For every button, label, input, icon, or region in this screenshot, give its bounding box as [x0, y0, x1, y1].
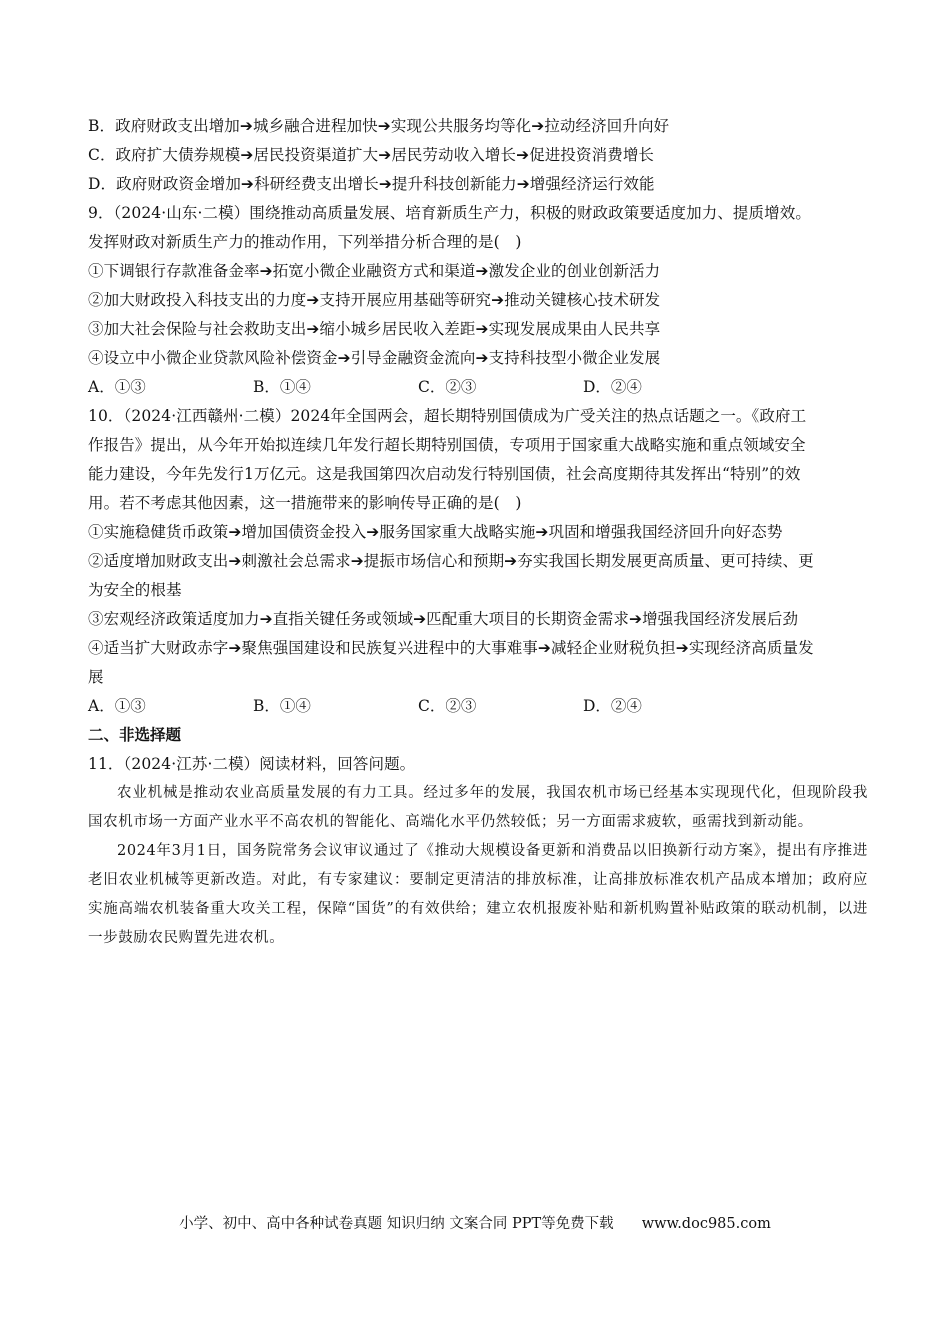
q9-item-2: ②加大财政投入科技支出的力度➔支持开展应用基础等研究➔推动关键核心技术研发: [88, 291, 661, 309]
q10-item-4-line1: ④适当扩大财政赤字➔聚焦强国建设和民族复兴进程中的大事难事➔减轻企业财税负担➔实现经济高质量发: [88, 639, 814, 657]
q9-item-1: ①下调银行存款准备金率➔拓宽小微企业融资方式和渠道➔激发企业的创业创新活力: [88, 262, 661, 280]
q9-stem-line1: 9．（2024·山东·二模）围绕推动高质量发展、培育新质生产力，积极的财政政策要适度加力、提质增效。: [88, 204, 811, 222]
q10-item-2-line1: ②适度增加财政支出➔刺激社会总需求➔提振市场信心和预期➔夯实我国长期发展更高质量、更可持续、更: [88, 552, 814, 570]
q10-choice-a: A．①③: [88, 697, 146, 715]
q10-item-1: ①实施稳健货币政策➔增加国债资金投入➔服务国家重大战略实施➔巩固和增强我国经济回升向好态势: [88, 523, 783, 541]
q9-stem-line2: 发挥财政对新质生产力的推动作用，下列举措分析合理的是( ): [88, 233, 522, 251]
q8-option-d: D．政府财政资金增加➔科研经费支出增长➔提升科技创新能力➔增强经济运行效能: [88, 175, 655, 193]
page-footer: [0, 1212, 950, 1233]
question-10: [88, 402, 868, 721]
q9-item-4: ④设立中小微企业贷款风险补偿资金➔引导金融资金流向➔支持科技型小微企业发展: [88, 349, 661, 367]
q9-choice-b: B．①④: [253, 378, 311, 396]
section-title: 二、非选择题: [88, 726, 182, 744]
q9-choice-c: C．②③: [418, 378, 477, 396]
q11-material-paragraph-1: 农业机械是推动农业高质量发展的有力工具。经过多年的发展，我国农机市场已经基本实现现代化，但现阶段我国农机市场一方面产业水平不高农机的智能化、高端化水平仍然较低；另一方面需求疲软，亟需找到新动能。: [88, 785, 868, 830]
q11-material-paragraph-2: 2024年3月1日，国务院常务会议审议通过了《推动大规模设备更新和消费品以旧换新行动方案》，提出有序推进老旧农业机械等更新改造。对此，有专家建议：要制定更清洁的排放标准，让高排放标准农机产品成本增加；政府应实施高端农机装备重大攻关工程，保障“国货”的有效供给；建立农机报废补贴和新机购置补贴政策的联动机制，以进一步鼓励农民购置先进农机。: [88, 843, 868, 946]
footer-text: 小学、初中、高中各种试卷真题 知识归纳 文案合同 PPT等免费下载: [179, 1216, 614, 1232]
q10-choice-c: C．②③: [418, 697, 477, 715]
q11-stem: 11．（2024·江苏·二模）阅读材料，回答问题。: [88, 755, 416, 773]
q10-stem-line2: 作报告》提出，从今年开始拟连续几年发行超长期特别国债，专项用于国家重大战略实施和重点领域安全: [88, 436, 806, 454]
q10-choice-b: B．①④: [253, 697, 311, 715]
footer-url[interactable]: www.doc985.com: [641, 1216, 771, 1232]
q9-choice-a: A．①③: [88, 378, 146, 396]
q8-option-b: B．政府财政支出增加➔城乡融合进程加快➔实现公共服务均等化➔拉动经济回升向好: [88, 117, 670, 135]
q10-choices: [88, 692, 868, 721]
q10-item-2-line2: 为安全的根基: [88, 581, 182, 599]
q10-stem-line4: 用。若不考虑其他因素，这一措施带来的影响传导正确的是( ): [88, 494, 522, 512]
question-9: [88, 199, 868, 402]
question-11: [88, 750, 868, 953]
q10-stem-line3: 能力建设，今年先发行1万亿元。这是我国第四次启动发行特别国债，社会高度期待其发挥出“特别”的效: [88, 465, 801, 483]
q9-item-3: ③加大社会保险与社会救助支出➔缩小城乡居民收入差距➔实现发展成果由人民共享: [88, 320, 661, 338]
q10-item-4-line2: 展: [88, 668, 104, 686]
page-content: [88, 112, 868, 953]
q9-choices: [88, 373, 868, 402]
q10-choice-d: D．②④: [583, 697, 642, 715]
question-8-options: [88, 112, 868, 199]
q10-item-3: ③宏观经济政策适度加力➔直指关键任务或领域➔匹配重大项目的长期资金需求➔增强我国经济发展后劲: [88, 610, 799, 628]
q10-stem-line1: 10．（2024·江西赣州·二模）2024年全国两会，超长期特别国债成为广受关注的热点话题之一。《政府工: [88, 407, 807, 425]
q8-option-c: C．政府扩大债券规模➔居民投资渠道扩大➔居民劳动收入增长➔促进投资消费增长: [88, 146, 655, 164]
q9-choice-d: D．②④: [583, 378, 642, 396]
